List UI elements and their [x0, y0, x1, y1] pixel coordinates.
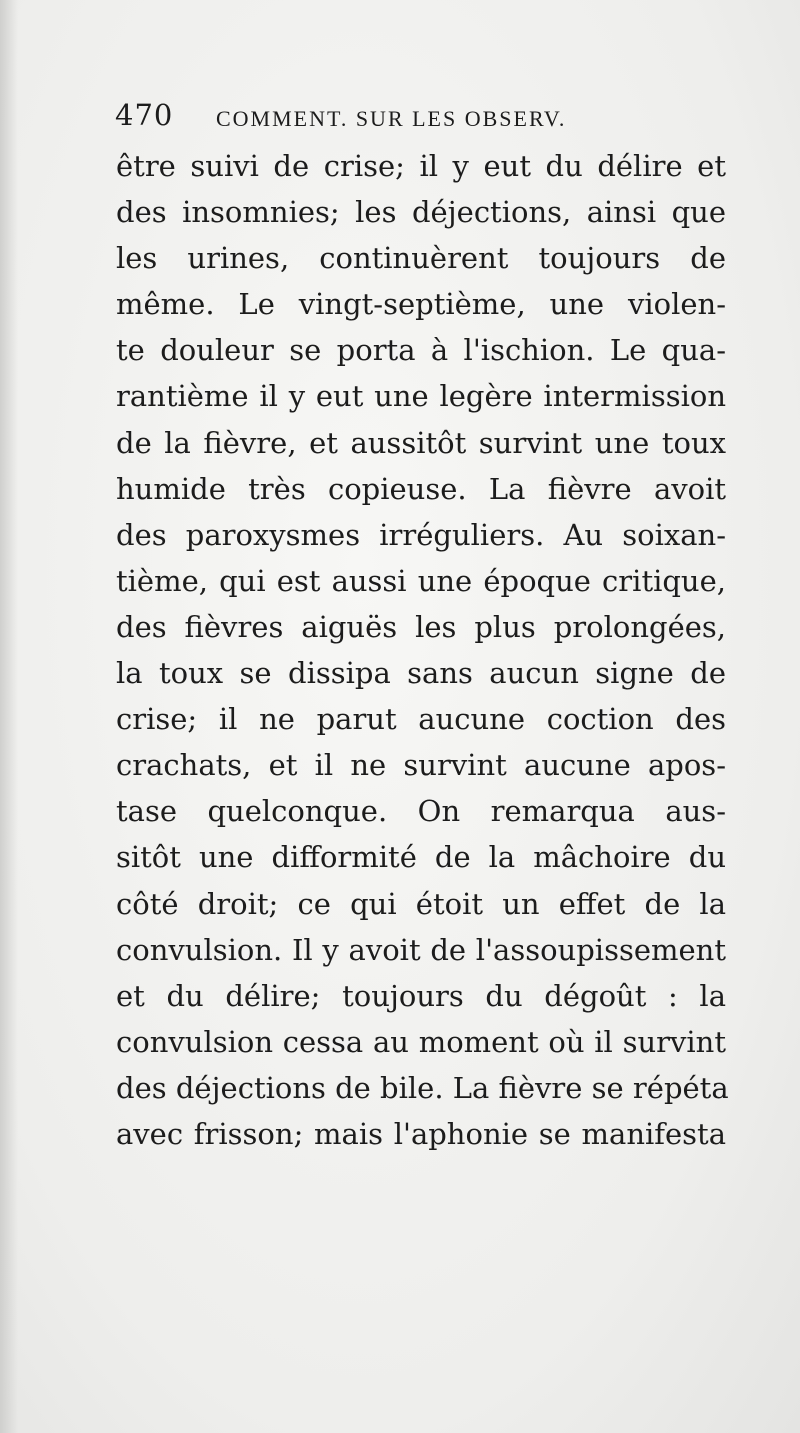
- text-line: te douleur se porta à l'ischion. Le qua-: [116, 333, 726, 368]
- text-line: de la fièvre, et aussitôt survint une toux: [116, 425, 726, 460]
- text-line: même. Le vingt-septième, une violen-: [116, 287, 726, 322]
- text-line: tième, qui est aussi une époque critique,: [116, 563, 726, 598]
- text-line: des fièvres aiguës les plus prolongées,: [116, 609, 726, 644]
- text-line: être suivi de crise; il y eut du délire et: [116, 149, 726, 183]
- text-line: crise; il ne parut aucune coction des: [116, 702, 726, 737]
- text-line: convulsion cessa au moment où il survint: [116, 1024, 726, 1059]
- page-number: 470: [115, 98, 174, 132]
- text-line: rantième il y eut une legère intermission: [116, 379, 726, 414]
- text-line: humide très copieuse. La fièvre avoit: [116, 471, 726, 506]
- text-line: des insomnies; les déjections, ainsi que: [116, 195, 726, 230]
- text-line: la toux se dissipa sans aucun signe de: [116, 656, 726, 691]
- text-line: et du délire; toujours du dégoût : la: [116, 978, 726, 1013]
- text-line: avec frisson; mais l'aphonie se manifesta: [116, 1116, 726, 1151]
- text-line: tase quelconque. On remarqua aus-: [116, 794, 726, 829]
- text-line: les urines, continuèrent toujours de: [116, 241, 726, 276]
- gutter-shadow: [0, 0, 18, 1433]
- text-line: convulsion. Il y avoit de l'assoupissement: [116, 932, 726, 967]
- text-line: des paroxysmes irréguliers. Au soixan-: [116, 517, 726, 552]
- body-text: [116, 143, 729, 1157]
- text-line: sitôt une difformité de la mâchoire du: [116, 840, 726, 875]
- running-head: COMMENT. SUR LES OBSERV.: [216, 106, 567, 131]
- text-line: côté droit; ce qui étoit un effet de la: [116, 886, 726, 921]
- text-line: crachats, et il ne survint aucune apos-: [116, 748, 726, 783]
- page-header: [115, 98, 735, 138]
- text-line: des déjections de bile. La fièvre se répéta: [116, 1070, 729, 1105]
